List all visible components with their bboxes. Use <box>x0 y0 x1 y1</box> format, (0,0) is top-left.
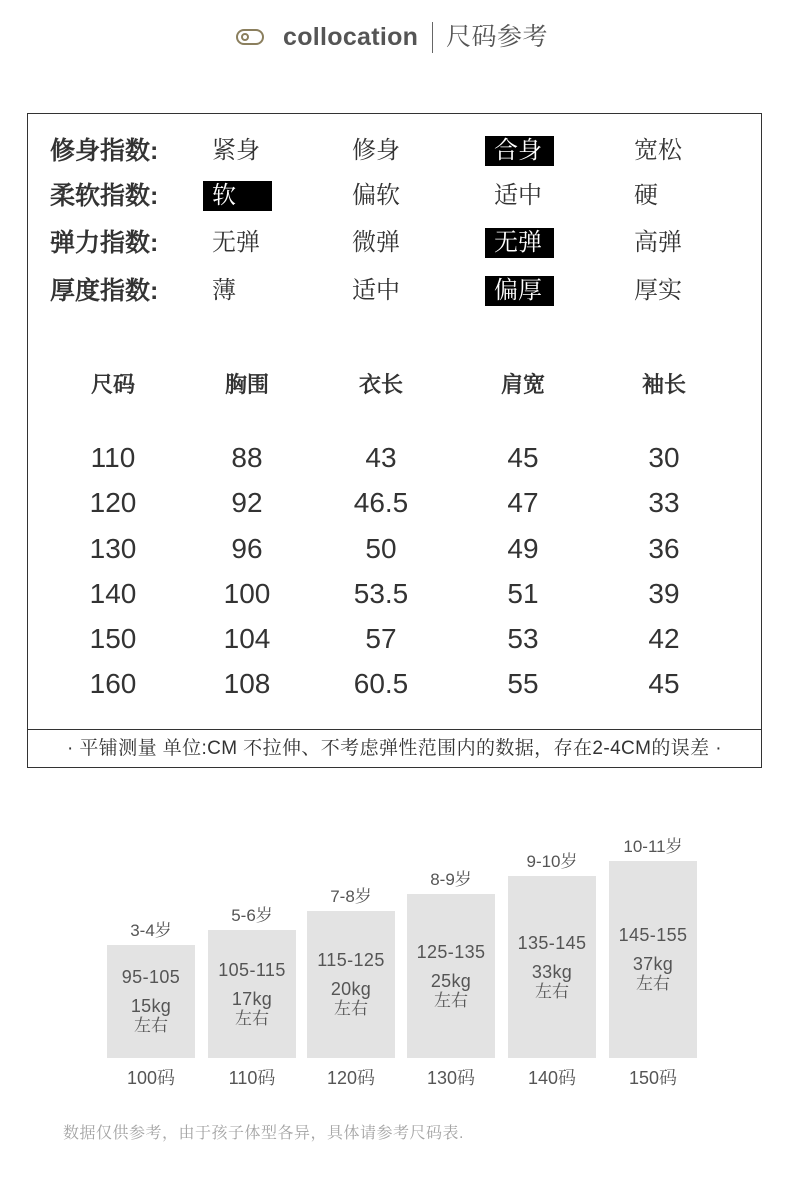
table-cell: 45 <box>507 442 539 473</box>
table-cell: 57 <box>365 623 397 654</box>
table-cell: 150 <box>89 623 137 654</box>
height-range: 135-145 <box>517 932 587 953</box>
size-table-row <box>28 438 761 478</box>
age-block <box>508 876 596 1058</box>
height-range: 145-155 <box>618 925 688 945</box>
table-cell: 53 <box>507 623 539 654</box>
table-cell: 92 <box>231 487 263 518</box>
elasticity-option: 微弹 <box>352 229 400 256</box>
weight-value: 33kg <box>531 961 573 982</box>
column-header-shoulder: 肩宽 <box>500 372 545 397</box>
age-label: 7-8岁 <box>330 887 372 906</box>
column-header-chest: 胸围 <box>224 372 269 397</box>
weight-value: 25kg <box>430 970 472 991</box>
table-cell: 120 <box>89 487 137 518</box>
elasticity-option: 无弹 <box>212 229 260 256</box>
softness-option: 软 <box>203 181 272 211</box>
age-label: 3-4岁 <box>130 921 172 940</box>
header-divider <box>432 22 433 53</box>
toggle-pill-icon <box>236 29 264 45</box>
fit-option: 修身 <box>352 137 400 164</box>
table-cell: 51 <box>507 578 539 609</box>
table-cell: 45 <box>648 668 680 699</box>
weight-value: 37kg <box>632 954 674 974</box>
disclaimer-text: 数据仅供参考，由于孩子体型各异，具体请参考尺码表. <box>63 1125 464 1142</box>
thickness-index-label: 厚度指数: <box>50 277 159 305</box>
size-table-row <box>28 529 761 569</box>
age-block <box>609 861 697 1058</box>
age-block <box>407 894 495 1058</box>
softness-option: 偏软 <box>352 182 400 209</box>
softness-index-label: 柔软指数: <box>50 182 159 210</box>
age-block <box>307 911 395 1058</box>
thickness-option: 适中 <box>352 277 400 304</box>
age-column <box>208 820 296 1100</box>
age-label: 5-6岁 <box>231 906 273 925</box>
age-block <box>107 945 195 1058</box>
size-table-row <box>28 619 761 659</box>
age-column <box>508 820 596 1100</box>
thickness-option: 偏厚 <box>485 276 554 306</box>
thickness-option: 厚实 <box>634 277 682 304</box>
table-cell: 96 <box>231 533 263 564</box>
table-cell: 110 <box>90 442 136 473</box>
table-cell: 49 <box>507 533 539 564</box>
size-table-row <box>28 574 761 614</box>
size-label: 120码 <box>326 1068 376 1088</box>
size-table-header <box>28 370 761 400</box>
fit-option: 合身 <box>485 136 554 166</box>
age-column <box>107 820 195 1100</box>
table-cell: 47 <box>507 487 539 518</box>
fit-option: 宽松 <box>634 137 682 164</box>
age-size-guide <box>0 820 790 1100</box>
table-cell: 140 <box>89 578 137 609</box>
elasticity-index-row <box>28 228 761 258</box>
size-chart-box <box>27 113 762 768</box>
measurement-note: · 平铺测量 单位:CM 不拉伸、不考虑弹性范围内的数据，存在2-4CM的误差 · <box>66 738 722 759</box>
table-cell: 104 <box>223 623 271 654</box>
size-label: 130码 <box>426 1068 476 1088</box>
table-cell: 46.5 <box>353 487 409 518</box>
table-cell: 30 <box>648 442 680 473</box>
weight-value: 20kg <box>330 979 372 999</box>
table-cell: 42 <box>648 623 680 654</box>
height-range: 125-135 <box>416 941 486 962</box>
age-label: 10-11岁 <box>623 837 683 856</box>
height-range: 115-125 <box>317 950 385 970</box>
weight-value: 17kg <box>231 988 273 1009</box>
softness-index-row <box>28 181 761 211</box>
table-cell: 53.5 <box>353 578 409 609</box>
table-cell: 39 <box>648 578 680 609</box>
elasticity-index-label: 弹力指数: <box>50 229 159 257</box>
approx-label: 左右 <box>636 974 670 993</box>
approx-label: 左右 <box>434 990 468 1010</box>
table-cell: 160 <box>89 668 137 699</box>
fit-index-label: 修身指数: <box>50 137 159 165</box>
age-label: 8-9岁 <box>430 870 472 889</box>
table-cell: 108 <box>223 668 271 699</box>
page-title: 尺码参考 <box>446 23 549 51</box>
elasticity-option: 高弹 <box>634 229 682 256</box>
table-cell: 55 <box>507 668 539 699</box>
elasticity-option: 无弹 <box>485 228 554 258</box>
height-range: 95-105 <box>121 967 181 987</box>
table-cell: 43 <box>365 442 397 473</box>
age-column <box>407 820 495 1100</box>
table-cell: 88 <box>231 442 263 473</box>
softness-option: 硬 <box>634 182 658 209</box>
table-cell: 50 <box>365 533 397 564</box>
age-column <box>307 820 395 1100</box>
column-header-size: 尺码 <box>90 372 135 397</box>
column-header-sleeve: 袖长 <box>641 372 686 397</box>
softness-option: 适中 <box>494 182 542 209</box>
approx-label: 左右 <box>235 1008 269 1028</box>
size-table-row <box>28 664 761 704</box>
toggle-knob <box>241 33 249 41</box>
age-block <box>208 930 296 1058</box>
thickness-index-row <box>28 276 761 306</box>
size-label: 110码 <box>228 1068 276 1088</box>
age-label: 9-10岁 <box>526 852 578 871</box>
table-cell: 130 <box>89 533 137 564</box>
size-label: 150码 <box>628 1068 678 1088</box>
age-column <box>609 820 697 1100</box>
height-range: 105-115 <box>218 959 286 980</box>
approx-label: 左右 <box>134 1016 168 1035</box>
weight-value: 15kg <box>130 996 172 1016</box>
brand-name: collocation <box>283 23 419 51</box>
size-label: 100码 <box>126 1068 176 1088</box>
table-cell: 33 <box>648 487 680 518</box>
fit-index-row <box>28 136 761 166</box>
approx-label: 左右 <box>535 981 569 1001</box>
size-table-row <box>28 483 761 523</box>
table-cell: 36 <box>648 533 680 564</box>
fit-option: 紧身 <box>212 137 260 164</box>
table-cell: 60.5 <box>353 668 409 699</box>
table-cell: 100 <box>223 578 271 609</box>
column-header-length: 衣长 <box>358 372 403 397</box>
thickness-option: 薄 <box>212 277 236 304</box>
header <box>0 0 790 70</box>
approx-label: 左右 <box>334 999 368 1018</box>
size-label: 140码 <box>527 1068 577 1088</box>
